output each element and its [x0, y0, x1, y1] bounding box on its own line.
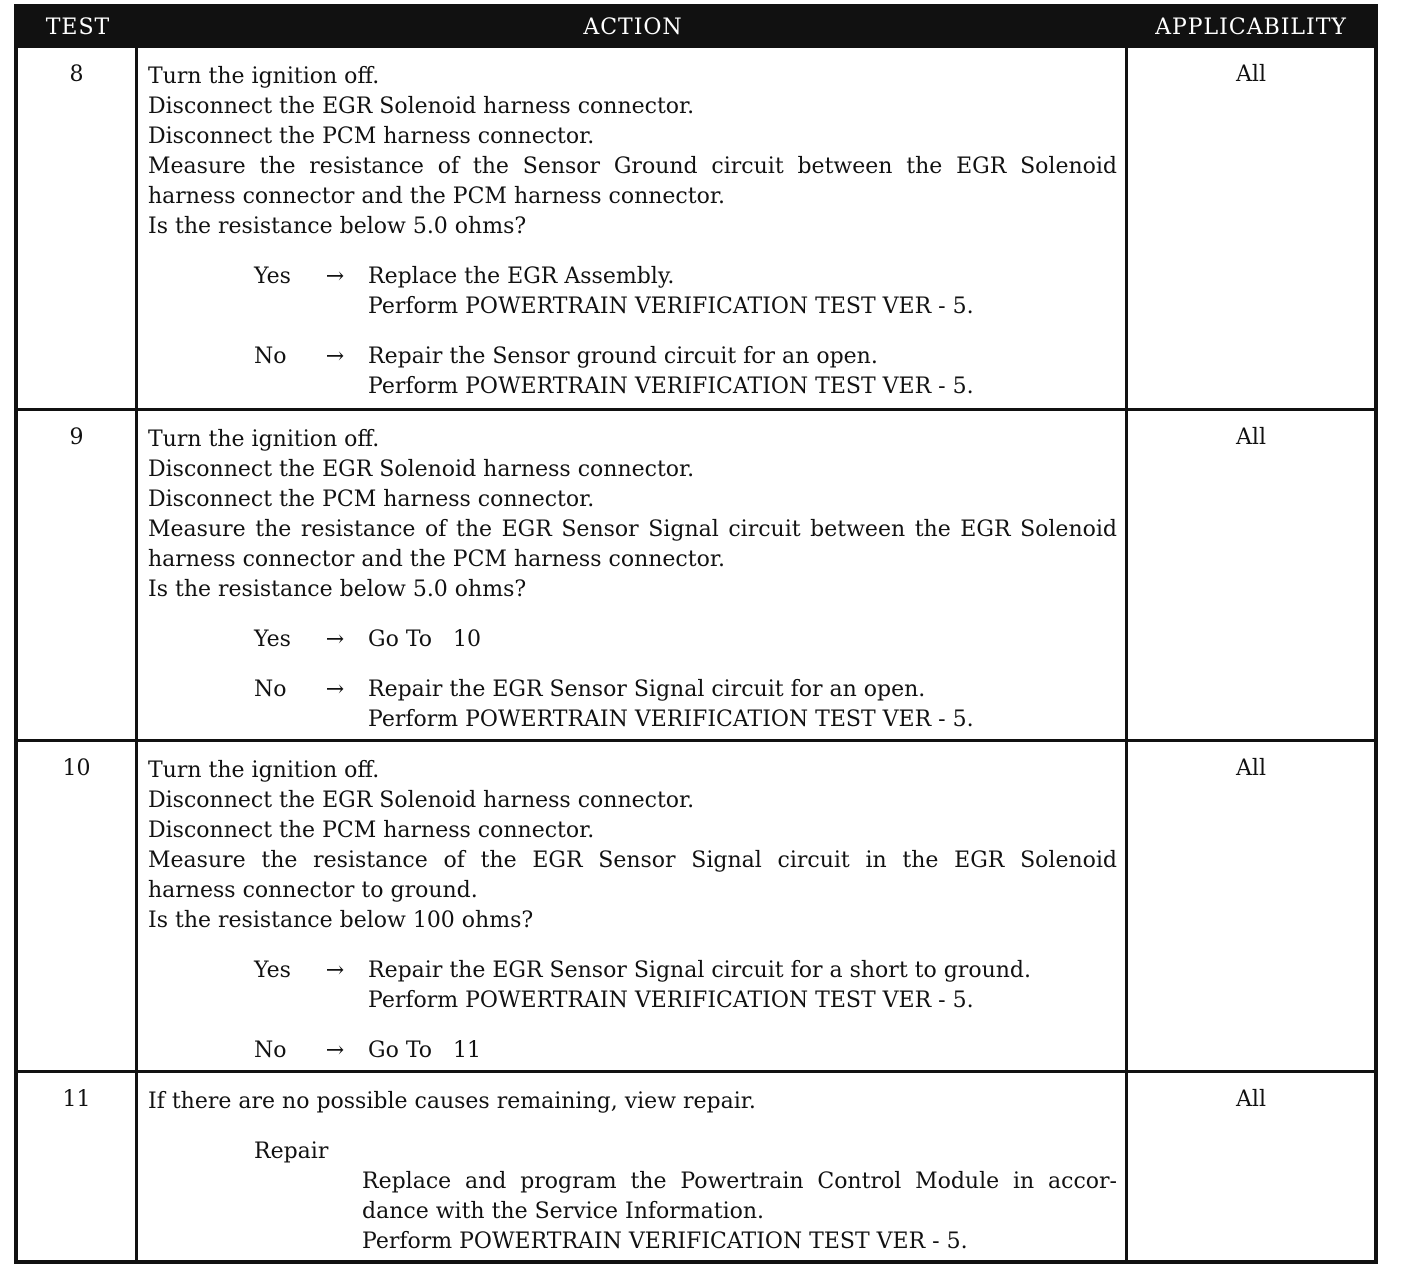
table-row	[18, 411, 1374, 742]
action-line: Disconnect the PCM harness connector.	[148, 818, 595, 843]
action-line: Measure the resistance of the EGR Sensor Signal circuit in the EGR Solenoid	[148, 848, 1117, 873]
goto-link[interactable]: Go To 10	[368, 627, 481, 652]
yes-label: Yes	[254, 958, 291, 983]
arrow-right-icon: →	[325, 1038, 345, 1063]
answer-line: Repair the Sensor ground circuit for an open.	[368, 344, 878, 369]
arrow-right-icon: →	[325, 677, 345, 702]
action-line: Is the resistance below 100 ohms?	[148, 908, 534, 933]
answer-line: Repair the EGR Sensor Signal circuit for an open.	[368, 677, 926, 702]
repair-line: Perform POWERTRAIN VERIFICATION TEST VER - 5.	[362, 1229, 968, 1254]
yes-answer	[254, 262, 1117, 322]
action-line: Disconnect the PCM harness connector.	[148, 124, 595, 149]
repair-label: Repair	[254, 1139, 329, 1164]
answer-line: Repair the EGR Sensor Signal circuit for a short to ground.	[368, 958, 1031, 983]
answer-line: Perform POWERTRAIN VERIFICATION TEST VER - 5.	[368, 988, 974, 1013]
test-number: 10	[18, 742, 138, 1070]
no-answer	[254, 342, 1117, 402]
action-line: Measure the resistance of the Sensor Ground circuit between the EGR Solenoid	[148, 154, 1117, 179]
arrow-right-icon: →	[325, 344, 345, 369]
no-answer	[254, 1036, 1117, 1066]
yes-label: Yes	[254, 264, 291, 289]
no-label: No	[254, 677, 287, 702]
no-label: No	[254, 344, 287, 369]
answer-line: Replace the EGR Assembly.	[368, 264, 675, 289]
action-line: Is the resistance below 5.0 ohms?	[148, 214, 527, 239]
repair-line: dance with the Service Information.	[362, 1199, 765, 1224]
no-label: No	[254, 1038, 287, 1063]
applicability: All	[1236, 425, 1266, 450]
test-number: 9	[18, 411, 138, 739]
action-line: Measure the resistance of the EGR Sensor Signal circuit between the EGR Solenoid	[148, 517, 1117, 542]
action-line: Disconnect the EGR Solenoid harness connector.	[148, 788, 695, 813]
goto-link[interactable]: Go To 11	[368, 1038, 481, 1063]
action-cell	[138, 411, 1128, 739]
yes-label: Yes	[254, 627, 291, 652]
action-line: Disconnect the EGR Solenoid harness connector.	[148, 457, 695, 482]
action-cell	[138, 48, 1128, 408]
header-applicability: APPLICABILITY	[1155, 15, 1347, 40]
applicability: All	[1236, 1087, 1266, 1112]
answer-line: Perform POWERTRAIN VERIFICATION TEST VER - 5.	[368, 374, 974, 399]
action-line: Disconnect the EGR Solenoid harness connector.	[148, 94, 695, 119]
arrow-right-icon: →	[325, 264, 345, 289]
header-test: TEST	[45, 15, 111, 40]
action-line: Turn the ignition off.	[148, 758, 380, 783]
yes-answer	[254, 956, 1117, 1016]
applicability: All	[1236, 756, 1266, 781]
table-header	[18, 8, 1374, 48]
table-row	[18, 48, 1374, 411]
action-cell	[138, 1073, 1128, 1260]
diagnostic-table	[14, 4, 1378, 1264]
action-line: Is the resistance below 5.0 ohms?	[148, 577, 527, 602]
arrow-right-icon: →	[325, 627, 345, 652]
header-action: ACTION	[583, 15, 683, 40]
action-cell	[138, 742, 1128, 1070]
action-line: Turn the ignition off.	[148, 64, 380, 89]
action-line: harness connector and the PCM harness connector.	[148, 547, 725, 572]
repair-text	[362, 1167, 1117, 1257]
yes-answer	[254, 625, 1117, 655]
table-row	[18, 742, 1374, 1073]
test-number: 11	[18, 1073, 138, 1260]
table-row	[18, 1073, 1374, 1260]
action-line: harness connector and the PCM harness connector.	[148, 184, 725, 209]
arrow-right-icon: →	[325, 958, 345, 983]
action-line: Disconnect the PCM harness connector.	[148, 487, 595, 512]
test-number: 8	[18, 48, 138, 408]
answer-line: Perform POWERTRAIN VERIFICATION TEST VER - 5.	[368, 294, 974, 319]
answer-line: Perform POWERTRAIN VERIFICATION TEST VER - 5.	[368, 707, 974, 732]
applicability: All	[1236, 62, 1266, 87]
action-line: If there are no possible causes remaining, view repair.	[148, 1089, 756, 1114]
no-answer	[254, 675, 1117, 735]
repair-line: Replace and program the Powertrain Control Module in accor-	[362, 1169, 1117, 1194]
action-line: harness connector to ground.	[148, 878, 478, 903]
action-line: Turn the ignition off.	[148, 427, 380, 452]
